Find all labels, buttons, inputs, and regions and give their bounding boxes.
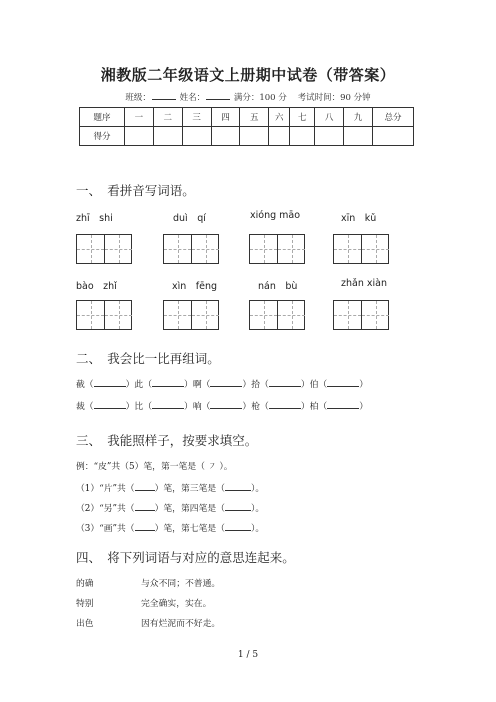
stroke-question (76, 521, 264, 534)
header-cell: 总分 (373, 108, 414, 127)
header-cell: 八 (315, 108, 344, 127)
writing-grid[interactable] (249, 234, 305, 264)
answer-blank[interactable] (152, 400, 184, 409)
question-text: （3）“画”共（ (76, 524, 135, 534)
header-cell: 一 (125, 108, 154, 127)
compare-text: ）此（ (125, 380, 153, 390)
answer-blank[interactable] (327, 378, 359, 387)
exam-info (0, 91, 496, 103)
match-word[interactable]: 特别 (76, 599, 94, 609)
header-cell: 九 (344, 108, 373, 127)
answer-blank[interactable] (269, 378, 301, 387)
writing-grid[interactable] (249, 300, 305, 330)
class-blank[interactable] (152, 91, 176, 100)
pinyin-label: bào zhǐ (76, 281, 117, 292)
question-text: （2）“另”共（ (76, 504, 135, 514)
compare-text: ）柏（ (300, 402, 328, 412)
match-word[interactable]: 出色 (76, 619, 94, 629)
question-text: （1）“片”共（ (76, 484, 135, 494)
row-label: 得分 (80, 127, 125, 146)
pinyin-label: xióng māo (250, 210, 301, 221)
answer-blank[interactable] (327, 400, 359, 409)
compare-text: ） (359, 402, 369, 412)
compare-text: ）枪（ (242, 402, 269, 412)
compare-text: ）拾（ (242, 380, 269, 390)
question-text: ）。 (250, 524, 265, 534)
header-cell: 五 (240, 108, 269, 127)
score-cell[interactable] (290, 127, 315, 146)
score-table (79, 107, 414, 146)
answer-blank[interactable] (135, 522, 155, 531)
answer-blank[interactable] (135, 482, 155, 491)
score-cell[interactable] (240, 127, 269, 146)
score-cell[interactable] (344, 127, 373, 146)
answer-blank[interactable] (94, 400, 126, 409)
question-text: ）。 (250, 484, 265, 494)
name-blank[interactable] (206, 91, 230, 100)
score-table-row (80, 127, 414, 146)
header-cell: 七 (290, 108, 315, 127)
question-text: ）笔，第四笔是（ (154, 504, 225, 514)
score-cell[interactable] (269, 127, 290, 146)
answer-blank[interactable] (210, 400, 242, 409)
answer-blank[interactable] (225, 482, 251, 491)
score-cell[interactable] (125, 127, 154, 146)
answer-blank[interactable] (269, 400, 301, 409)
answer-blank[interactable] (225, 502, 251, 511)
compare-text: 截（ (76, 380, 94, 390)
header-cell: 六 (269, 108, 290, 127)
section-2-title: 二、 我会比一比再组词。 (76, 351, 220, 366)
compare-text: ）啊（ (184, 380, 211, 390)
compare-row (76, 399, 368, 412)
writing-grid[interactable] (163, 234, 219, 264)
compare-text: ）伯（ (300, 380, 328, 390)
header-cell: 题序 (80, 108, 125, 127)
answer-blank[interactable] (152, 378, 184, 387)
writing-grid[interactable] (76, 300, 132, 330)
header-cell: 三 (182, 108, 211, 127)
section-3-title: 三、 我能照样子，按要求填空。 (76, 433, 258, 448)
writing-grid[interactable] (76, 234, 132, 264)
section-1-title: 一、 看拼音写词语。 (76, 183, 195, 198)
score-cell[interactable] (373, 127, 414, 146)
pinyin-label: duì qí (173, 213, 206, 224)
compare-row (76, 377, 368, 390)
writing-grid[interactable] (333, 300, 389, 330)
answer-blank[interactable] (225, 522, 251, 531)
page-title: 湘教版二年级语文上册期中试卷（带答案） (100, 66, 396, 84)
stroke-question (76, 481, 264, 494)
match-meaning[interactable]: 因有烂泥而不好走。 (141, 619, 221, 629)
compare-text: ） (359, 380, 369, 390)
pinyin-label: xīn kǔ (341, 213, 377, 224)
section-4-title: 四、 将下列词语与对应的意思连起来。 (76, 550, 295, 565)
writing-grid[interactable] (333, 234, 389, 264)
example-line: 例：“皮”共（5）笔，第一笔是（ ㇇ ）。 (76, 462, 233, 472)
class-label: 班级： (125, 93, 151, 103)
time-label: 考试时间：90 分钟 (297, 93, 371, 103)
compare-text: ）响（ (184, 402, 211, 412)
score-cell[interactable] (153, 127, 182, 146)
header-cell: 二 (153, 108, 182, 127)
match-word[interactable]: 的确 (76, 579, 94, 589)
compare-text: 裁（ (76, 402, 94, 412)
writing-grid[interactable] (163, 300, 219, 330)
question-text: ）。 (250, 504, 265, 514)
stroke-question (76, 501, 264, 514)
pinyin-label: zhī shi (76, 213, 113, 224)
answer-blank[interactable] (135, 502, 155, 511)
score-label: 满分：100 分 (233, 93, 287, 103)
answer-blank[interactable] (210, 378, 242, 387)
question-text: ）笔，第七笔是（ (154, 524, 225, 534)
pinyin-label: xìn fēng (172, 281, 218, 292)
compare-text: ）比（ (125, 402, 153, 412)
name-label: 姓名： (179, 93, 206, 103)
answer-blank[interactable] (94, 378, 126, 387)
score-cell[interactable] (315, 127, 344, 146)
question-text: ）笔，第三笔是（ (154, 484, 225, 494)
match-meaning[interactable]: 完全确实，实在。 (141, 599, 212, 609)
match-meaning[interactable]: 与众不同；不普通。 (141, 579, 221, 589)
score-cell[interactable] (182, 127, 211, 146)
page-number: 1 / 5 (237, 650, 259, 660)
score-table-header (80, 108, 414, 127)
pinyin-label: zhǎn xiàn (341, 278, 387, 289)
pinyin-label: nán bù (258, 281, 298, 292)
header-cell: 四 (211, 108, 240, 127)
score-cell[interactable] (211, 127, 240, 146)
